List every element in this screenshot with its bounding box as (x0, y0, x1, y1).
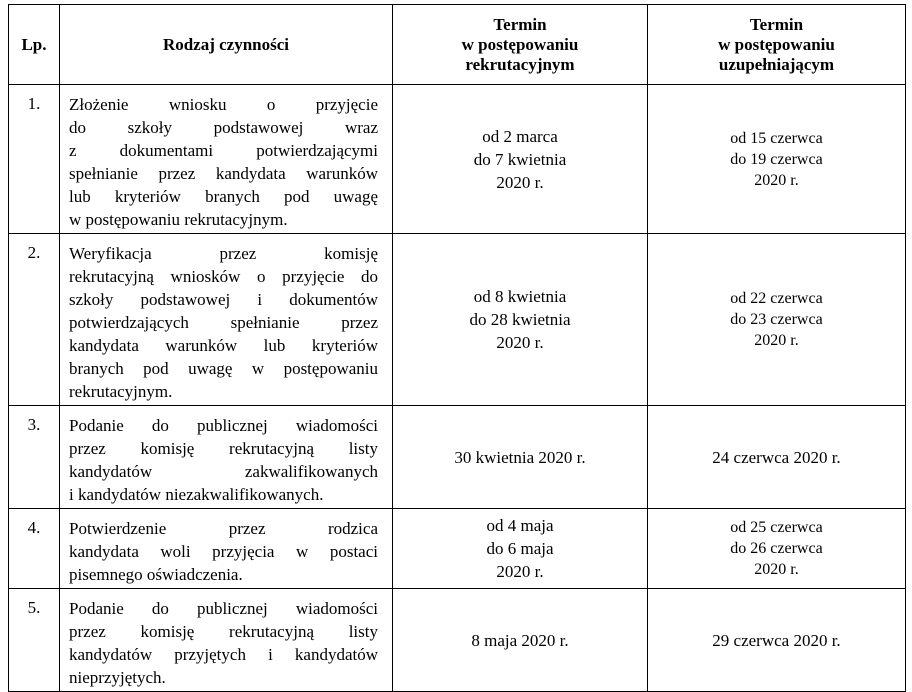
table-header-row (9, 5, 906, 85)
term-supplementary-cell: 24 czerwca 2020 r. (648, 406, 906, 509)
term-supplementary-cell: 29 czerwca 2020 r. (648, 589, 906, 692)
activity-cell: Złożenie wniosku o przyjęcie do szkoły podstawowej wraz z dokumentami potwierdzającymi spełnianie przez kandydata warunków lub kryteriów branych pod uwagę w postępowaniu rekrutacyjnym. (60, 85, 393, 234)
table-row (9, 509, 906, 589)
term-recruitment-cell: od 2 marca do 7 kwietnia 2020 r. (393, 85, 648, 234)
term-recruitment-cell: od 8 kwietnia do 28 kwietnia 2020 r. (393, 234, 648, 406)
header-term-supplementary: Termin w postępowaniu uzupełniającym (648, 5, 906, 85)
row-number: 2. (9, 234, 60, 406)
header-activity: Rodzaj czynności (60, 5, 393, 85)
table-row (9, 234, 906, 406)
row-number: 3. (9, 406, 60, 509)
activity-cell: Weryfikacja przez komisję rekrutacyjną wniosków o przyjęcie do szkoły podstawowej i dokumentów potwierdzających spełnianie przez kandydata warunków lub kryteriów branych pod uwagę w postępowaniu rekrutacyjnym. (60, 234, 393, 406)
header-lp: Lp. (9, 5, 60, 85)
table-row (9, 406, 906, 509)
row-number: 5. (9, 589, 60, 692)
term-recruitment-cell: 8 maja 2020 r. (393, 589, 648, 692)
term-recruitment-cell: od 4 maja do 6 maja 2020 r. (393, 509, 648, 589)
recruitment-schedule-table (8, 4, 906, 692)
term-supplementary-cell: od 25 czerwca do 26 czerwca 2020 r. (648, 509, 906, 589)
term-supplementary-cell: od 15 czerwca do 19 czerwca 2020 r. (648, 85, 906, 234)
term-supplementary-cell: od 22 czerwca do 23 czerwca 2020 r. (648, 234, 906, 406)
activity-cell: Podanie do publicznej wiadomości przez komisję rekrutacyjną listy kandydatów przyjętych i kandydatów nieprzyjętych. (60, 589, 393, 692)
header-term-recruitment: Termin w postępowaniu rekrutacyjnym (393, 5, 648, 85)
term-recruitment-cell: 30 kwietnia 2020 r. (393, 406, 648, 509)
activity-cell: Potwierdzenie przez rodzica kandydata woli przyjęcia w postaci pisemnego oświadczenia. (60, 509, 393, 589)
table-row (9, 85, 906, 234)
activity-cell: Podanie do publicznej wiadomości przez komisję rekrutacyjną listy kandydatów zakwalifikowanych i kandydatów niezakwalifikowanych. (60, 406, 393, 509)
row-number: 1. (9, 85, 60, 234)
table-row (9, 589, 906, 692)
row-number: 4. (9, 509, 60, 589)
